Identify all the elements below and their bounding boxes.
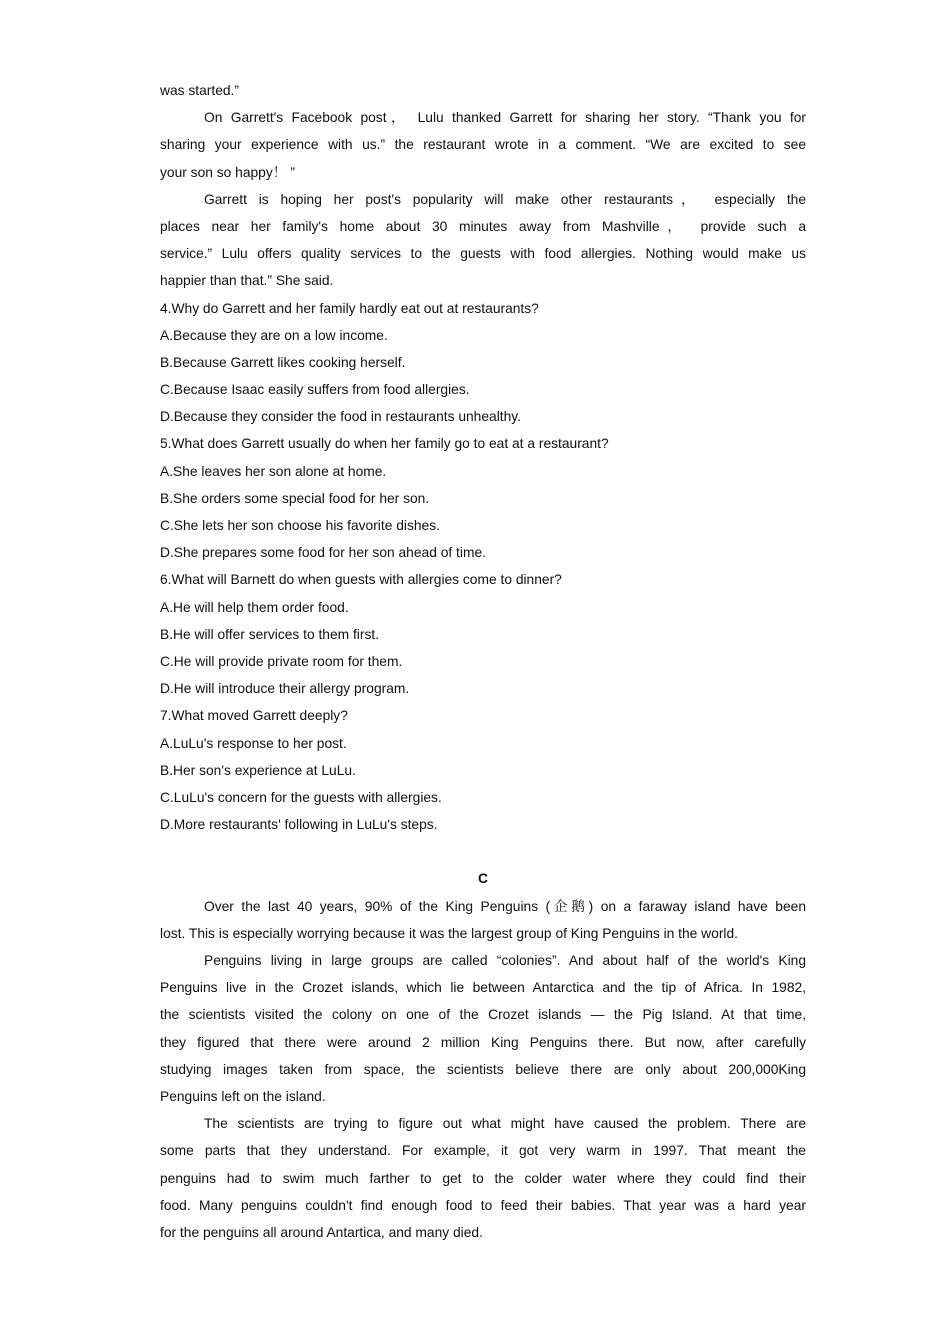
passage-b-tail bbox=[160, 77, 806, 295]
document-page bbox=[160, 77, 806, 1246]
paragraph-line: Over the last 40 years, 90% of the King Penguins (企鹅) on a faraway island have been bbox=[204, 898, 806, 914]
answer-option: A.Because they are on a low income. bbox=[160, 327, 388, 343]
paragraph-line: studying images taken from space, the scientists believe there are only about 200,000King bbox=[160, 1061, 806, 1077]
answer-option: C.He will provide private room for them. bbox=[160, 653, 403, 669]
paragraph-line: Penguins left on the island. bbox=[160, 1088, 326, 1104]
paragraph-line: Penguins live in the Crozet islands, which lie between Antarctica and the tip of Africa. In 1982, bbox=[160, 980, 806, 996]
answer-option: B.Because Garrett likes cooking herself. bbox=[160, 354, 406, 370]
answer-option: B.He will offer services to them first. bbox=[160, 626, 380, 642]
answer-option: C.Because Isaac easily suffers from food allergies. bbox=[160, 382, 470, 398]
paragraph-line: On Garrett's Facebook post， Lulu thanked Garrett for sharing her story. “Thank you for bbox=[204, 110, 806, 126]
answer-option: B.Her son's experience at LuLu. bbox=[160, 762, 356, 778]
paragraph-line: lost. This is especially worrying because it was the largest group of King Penguins in the world. bbox=[160, 925, 738, 941]
answer-option: D.He will introduce their allergy program. bbox=[160, 681, 410, 697]
paragraph-line: penguins had to swim much farther to get to the colder water where they could find their bbox=[160, 1170, 806, 1186]
paragraph-line: was started.” bbox=[160, 83, 239, 98]
paragraph-line: your son so happy！ ” bbox=[160, 164, 295, 180]
question-text: 5.What does Garrett usually do when her family go to eat at a restaurant? bbox=[160, 436, 609, 452]
passage-c bbox=[160, 893, 806, 1246]
paragraph-line: service.” Lulu offers quality services to the guests with food allergies. Nothing would make us bbox=[160, 246, 806, 262]
spacer bbox=[160, 838, 806, 865]
question-text: 6.What will Barnett do when guests with allergies come to dinner? bbox=[160, 572, 562, 588]
answer-option: C.She lets her son choose his favorite dishes. bbox=[160, 518, 440, 533]
answer-option: A.He will help them order food. bbox=[160, 599, 349, 615]
section-heading: C bbox=[478, 871, 488, 887]
answer-option: D.More restaurants' following in LuLu's steps. bbox=[160, 817, 438, 833]
questions bbox=[160, 295, 806, 839]
paragraph-line: sharing your experience with us.” the restaurant wrote in a comment. “We are excited to see bbox=[160, 137, 806, 153]
paragraph-line: they figured that there were around 2 million King Penguins there. But now, after carefully bbox=[160, 1034, 806, 1050]
answer-option: B.She orders some special food for her son. bbox=[160, 490, 430, 506]
paragraph-line: places near her family's home about 30 minutes away from Mashville， provide such a bbox=[160, 218, 806, 234]
answer-option: D.She prepares some food for her son ahead of time. bbox=[160, 545, 486, 561]
question-text: 7.What moved Garrett deeply? bbox=[160, 708, 348, 724]
paragraph-line: happier than that.” She said. bbox=[160, 273, 334, 289]
paragraph-line: for the penguins all around Antartica, and many died. bbox=[160, 1224, 483, 1240]
paragraph-line: The scientists are trying to figure out what might have caused the problem. There are bbox=[204, 1116, 806, 1132]
question-text: 4.Why do Garrett and her family hardly eat out at restaurants? bbox=[160, 300, 539, 316]
answer-option: C.LuLu's concern for the guests with allergies. bbox=[160, 789, 442, 805]
answer-option: D.Because they consider the food in restaurants unhealthy. bbox=[160, 409, 521, 425]
paragraph-line: some parts that they understand. For example, it got very warm in 1997. That meant the bbox=[160, 1143, 806, 1159]
answer-option: A.She leaves her son alone at home. bbox=[160, 463, 387, 479]
paragraph-line: Garrett is hoping her post's popularity will make other restaurants， especially the bbox=[204, 191, 806, 207]
answer-option: A.LuLu's response to her post. bbox=[160, 735, 347, 751]
paragraph-line: the scientists visited the colony on one of the Crozet islands — the Pig Island. At that time, bbox=[160, 1007, 806, 1023]
paragraph-line: food. Many penguins couldn't find enough food to feed their babies. That year was a hard year bbox=[160, 1197, 806, 1213]
paragraph-line: Penguins living in large groups are called “colonies”. And about half of the world's King bbox=[204, 953, 806, 968]
